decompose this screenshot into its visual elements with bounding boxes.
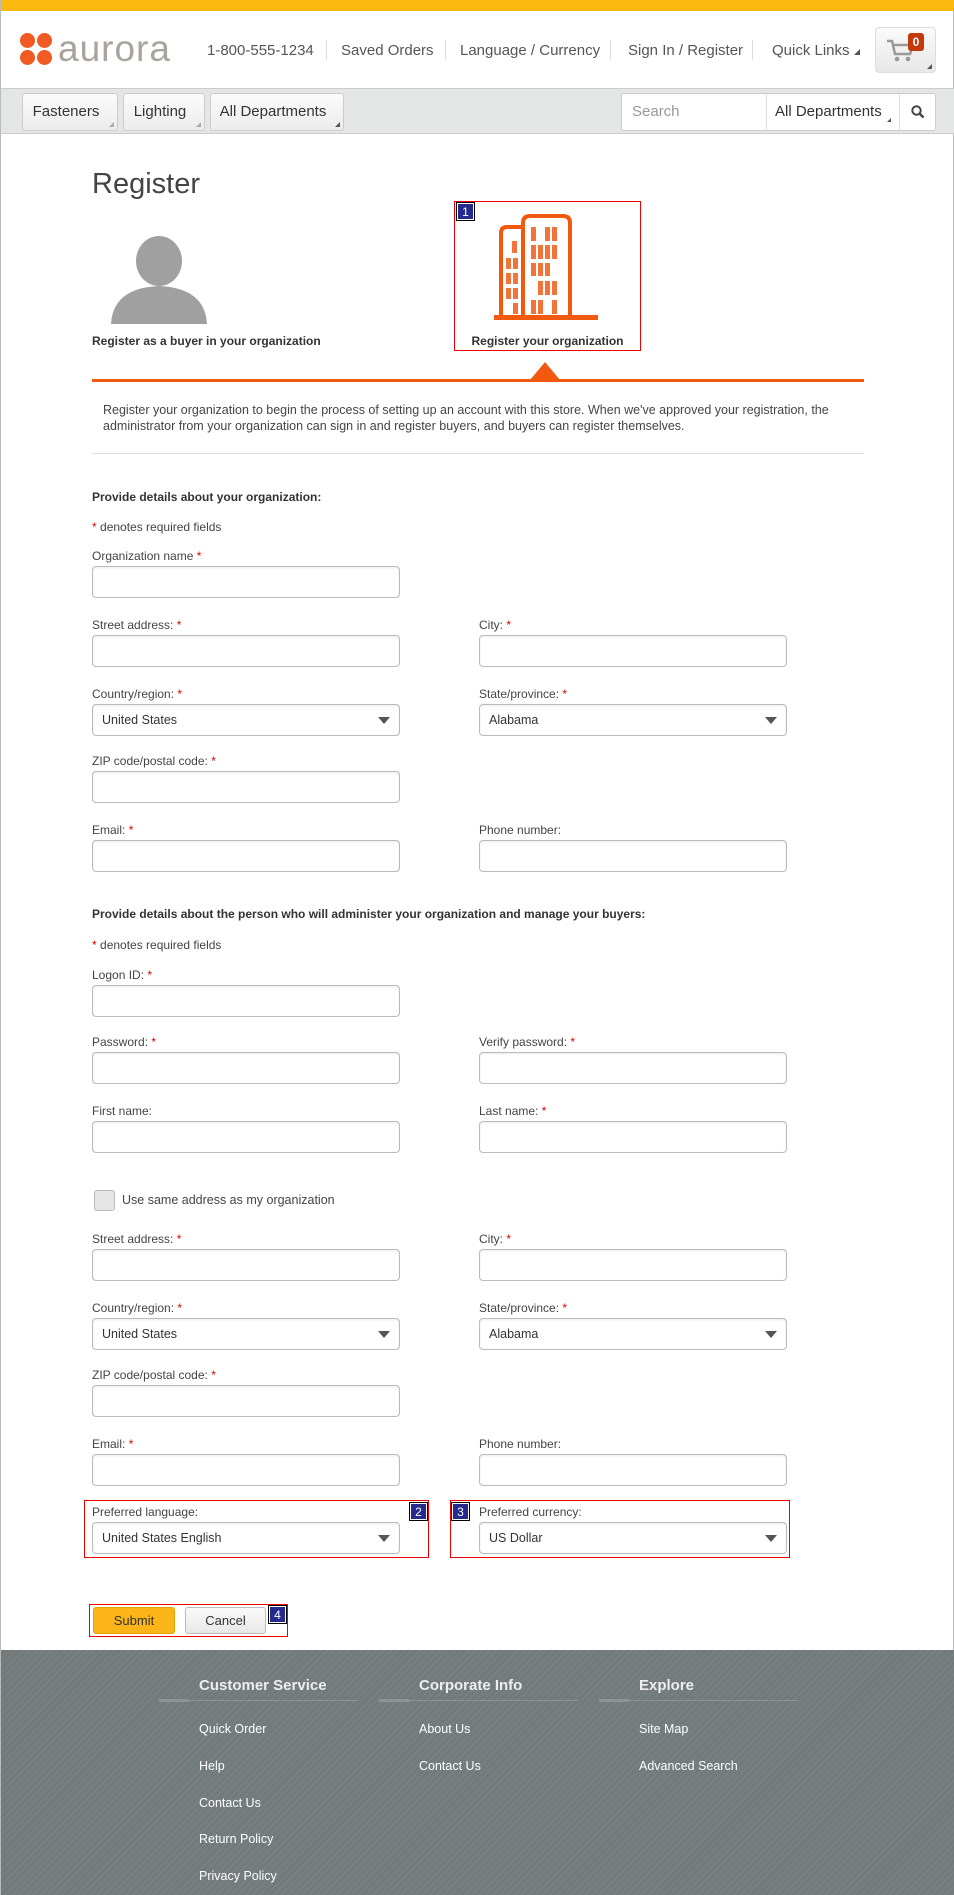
required-asterisk: * [570, 1035, 576, 1049]
country-region-value: United States [102, 713, 178, 727]
cancel-button[interactable]: Cancel [185, 1607, 266, 1634]
required-asterisk: * [211, 754, 216, 768]
divider [610, 40, 611, 60]
divider [326, 40, 327, 60]
sign-in-register-link[interactable]: Sign In / Register [628, 42, 744, 59]
email-label [92, 823, 133, 837]
annotation-badge: 1 [457, 203, 474, 220]
divider [445, 40, 446, 60]
footer-link-advanced-search[interactable]: Advanced Search [639, 1758, 738, 1773]
required-asterisk: * [506, 1232, 512, 1246]
last-name-input[interactable] [479, 1121, 787, 1153]
dropdown-corner-icon [335, 122, 340, 127]
state-province-value: Alabama [489, 1327, 539, 1341]
email-input[interactable] [92, 840, 400, 872]
register-description: Register your organization to begin the process of setting up an account with this store. When we've approved your registration, the administrator from your organization can sign in and register buyers, and buyers can register themselves. [103, 403, 829, 433]
required-asterisk: * [128, 823, 134, 837]
required-asterisk: * [92, 520, 97, 534]
zip-code-postal-code-label [92, 754, 216, 768]
language-currency-link[interactable]: Language / Currency [460, 42, 601, 59]
preferred-currency-select[interactable] [479, 1522, 787, 1554]
dropdown-corner-icon [927, 64, 932, 69]
chevron-down-icon [378, 717, 390, 724]
verify-password-input[interactable] [479, 1052, 787, 1084]
search-icon [911, 105, 925, 119]
register-organization-label: Register your organization [471, 334, 624, 348]
street-address-label [92, 1232, 181, 1246]
country-region-value: United States [102, 1327, 178, 1341]
verify-password-label [479, 1035, 575, 1049]
email-label-text: Email: [92, 823, 126, 837]
footer-link-contact-us[interactable]: Contact Us [199, 1795, 261, 1810]
footer-link-privacy-policy[interactable]: Privacy Policy [199, 1869, 277, 1884]
logon-id-label [92, 968, 152, 982]
same-address-checkbox[interactable] [94, 1190, 115, 1211]
search-button[interactable] [899, 94, 936, 130]
state-province-value: Alabama [489, 713, 539, 727]
phone-number-input[interactable] [479, 1454, 787, 1486]
required-asterisk: * [562, 1301, 568, 1315]
preferred-currency-label [479, 1505, 582, 1519]
zip-code-postal-code-input[interactable] [92, 1385, 400, 1417]
footer-link-return-policy[interactable]: Return Policy [199, 1832, 274, 1847]
register-buyer-label: Register as a buyer in your organization [92, 334, 321, 348]
city-label [479, 618, 511, 632]
state-province-label [479, 1301, 567, 1315]
footer-heading: Explore [639, 1677, 695, 1694]
required-asterisk: * [177, 1301, 183, 1315]
city-label-text: City: [479, 1232, 503, 1246]
logo-mark-icon [20, 33, 52, 65]
logon-id-input[interactable] [92, 985, 400, 1017]
department-label: All Departments [219, 103, 327, 120]
register-organization-option[interactable] [454, 201, 641, 351]
required-asterisk: * [176, 1232, 182, 1246]
logon-id-label-text: Logon ID: [92, 968, 145, 982]
required-asterisk: * [151, 1035, 157, 1049]
department-fasteners[interactable] [22, 93, 118, 131]
street-address-input[interactable] [92, 1249, 400, 1281]
state-province-select[interactable] [479, 704, 787, 736]
organization-name-input[interactable] [92, 566, 400, 598]
preferred-currency-label-text: Preferred currency: [479, 1505, 582, 1519]
selection-divider [92, 379, 864, 382]
department-nav-bar [1, 88, 954, 134]
divider [752, 40, 753, 60]
dropdown-corner-icon [887, 118, 891, 122]
country-region-label-text: Country/region: [92, 1301, 175, 1315]
zip-code-postal-code-label-text: ZIP code/postal code: [92, 1368, 208, 1382]
cart-button[interactable] [875, 27, 936, 73]
state-province-label-text: State/province: [479, 1301, 560, 1315]
verify-password-label-text: Verify password: [479, 1035, 568, 1049]
saved-orders-link[interactable]: Saved Orders [341, 42, 434, 59]
admin-section-heading: Provide details about the person who will administer your organization and manage your buyers: [92, 907, 646, 921]
state-province-select[interactable] [479, 1318, 787, 1350]
preferred-language-label [92, 1505, 198, 1519]
annotation-badge: 3 [452, 1503, 469, 1520]
search-category-value: All Departments [775, 103, 882, 120]
cart-count-badge: 0 [908, 33, 924, 51]
quick-links-menu[interactable] [772, 41, 860, 61]
country-region-select[interactable] [92, 704, 400, 736]
footer-link-about-us[interactable]: About Us [419, 1722, 471, 1736]
organization-name-label [92, 549, 201, 563]
required-asterisk: * [506, 618, 512, 632]
same-address-label: Use same address as my organization [122, 1193, 335, 1207]
first-name-label-text: First name: [92, 1104, 153, 1118]
footer-heading-underline [599, 1700, 798, 1701]
first-name-label [92, 1104, 152, 1118]
footer-link-site-map[interactable]: Site Map [639, 1722, 689, 1736]
top-accent-bar [1, 0, 954, 11]
preferred-language-label-text: Preferred language: [92, 1505, 199, 1519]
aurora-logo[interactable] [20, 28, 171, 69]
phone-number-label-text: Phone number: [479, 823, 562, 837]
footer-heading: Corporate Info [419, 1677, 523, 1694]
password-label [92, 1035, 156, 1049]
first-name-input[interactable] [92, 1121, 400, 1153]
phone-number-label [479, 1437, 561, 1451]
department-label: Fasteners [32, 103, 100, 120]
password-label-text: Password: [92, 1035, 149, 1049]
zip-code-postal-code-label [92, 1368, 216, 1382]
last-name-label-text: Last name: [479, 1104, 539, 1118]
register-buyer-option[interactable] [92, 232, 321, 352]
preferred-language-select[interactable] [92, 1522, 400, 1554]
chevron-down-icon [765, 717, 777, 724]
footer-link-help[interactable]: Help [199, 1758, 225, 1773]
preferred-currency-value: US Dollar [489, 1531, 543, 1545]
site-footer [1, 1650, 954, 1895]
required-asterisk: * [92, 938, 97, 952]
logo-text: aurora [58, 28, 171, 69]
footer-link-quick-order[interactable]: Quick Order [199, 1722, 267, 1736]
country-region-label-text: Country/region: [92, 687, 175, 701]
footer-link-contact-us[interactable]: Contact Us [419, 1758, 481, 1773]
street-address-label-text: Street address: [92, 1232, 174, 1246]
required-asterisk: * [177, 687, 183, 701]
preferred-language-value: United States English [102, 1531, 222, 1545]
dropdown-corner-icon [109, 122, 114, 127]
country-region-label [92, 1301, 182, 1315]
required-note-text: denotes required fields [100, 520, 222, 534]
organization-section-heading: Provide details about your organization: [92, 490, 322, 504]
search-category-select[interactable] [766, 94, 899, 130]
email-input[interactable] [92, 1454, 400, 1486]
chevron-down-icon [378, 1331, 390, 1338]
phone-number: 1-800-555-1234 [207, 42, 314, 59]
organization-name-label-text: Organization name [92, 549, 194, 563]
department-all[interactable] [210, 93, 344, 131]
zip-code-postal-code-label-text: ZIP code/postal code: [92, 754, 208, 768]
annotation-badge: 2 [410, 1503, 427, 1520]
divider [92, 453, 864, 454]
building-icon [494, 213, 598, 323]
footer-heading: Customer Service [199, 1677, 327, 1694]
city-input[interactable] [479, 1249, 787, 1281]
password-input[interactable] [92, 1052, 400, 1084]
required-note [92, 938, 221, 952]
city-label-text: City: [479, 618, 503, 632]
city-input[interactable] [479, 635, 787, 667]
email-label [92, 1437, 133, 1451]
email-label-text: Email: [92, 1437, 126, 1451]
state-province-label [479, 687, 567, 701]
annotation-badge: 4 [269, 1606, 286, 1623]
street-address-label [92, 618, 181, 632]
required-note [92, 520, 221, 534]
required-asterisk: * [147, 968, 153, 982]
required-asterisk: * [128, 1437, 134, 1451]
department-label: Lighting [133, 103, 187, 120]
phone-number-label-text: Phone number: [479, 1437, 562, 1451]
chevron-down-icon [378, 1535, 390, 1542]
street-address-input[interactable] [92, 635, 400, 667]
required-asterisk: * [541, 1104, 547, 1118]
department-lighting[interactable] [123, 93, 205, 131]
search-bar [621, 93, 936, 131]
required-note-text: denotes required fields [100, 938, 222, 952]
footer-heading-underline [379, 1700, 578, 1701]
person-icon [109, 236, 209, 326]
dropdown-corner-icon [196, 122, 201, 127]
page-title: Register [92, 168, 200, 200]
state-province-label-text: State/province: [479, 687, 560, 701]
quick-links-label: Quick Links [772, 42, 850, 59]
selected-indicator-icon [530, 362, 560, 380]
required-asterisk: * [211, 1368, 216, 1382]
chevron-down-icon [765, 1535, 777, 1542]
required-asterisk: * [196, 549, 202, 563]
country-region-select[interactable] [92, 1318, 400, 1350]
chevron-down-icon [765, 1331, 777, 1338]
search-input[interactable]: Search [632, 103, 680, 120]
street-address-label-text: Street address: [92, 618, 174, 632]
submit-button[interactable]: Submit [93, 1607, 175, 1634]
last-name-label [479, 1104, 546, 1118]
required-asterisk: * [562, 687, 568, 701]
footer-heading-underline [159, 1700, 358, 1701]
zip-code-postal-code-input[interactable] [92, 771, 400, 803]
dropdown-corner-icon [854, 49, 860, 55]
phone-number-label [479, 823, 561, 837]
phone-number-input[interactable] [479, 840, 787, 872]
country-region-label [92, 687, 182, 701]
required-asterisk: * [176, 618, 182, 632]
city-label [479, 1232, 511, 1246]
